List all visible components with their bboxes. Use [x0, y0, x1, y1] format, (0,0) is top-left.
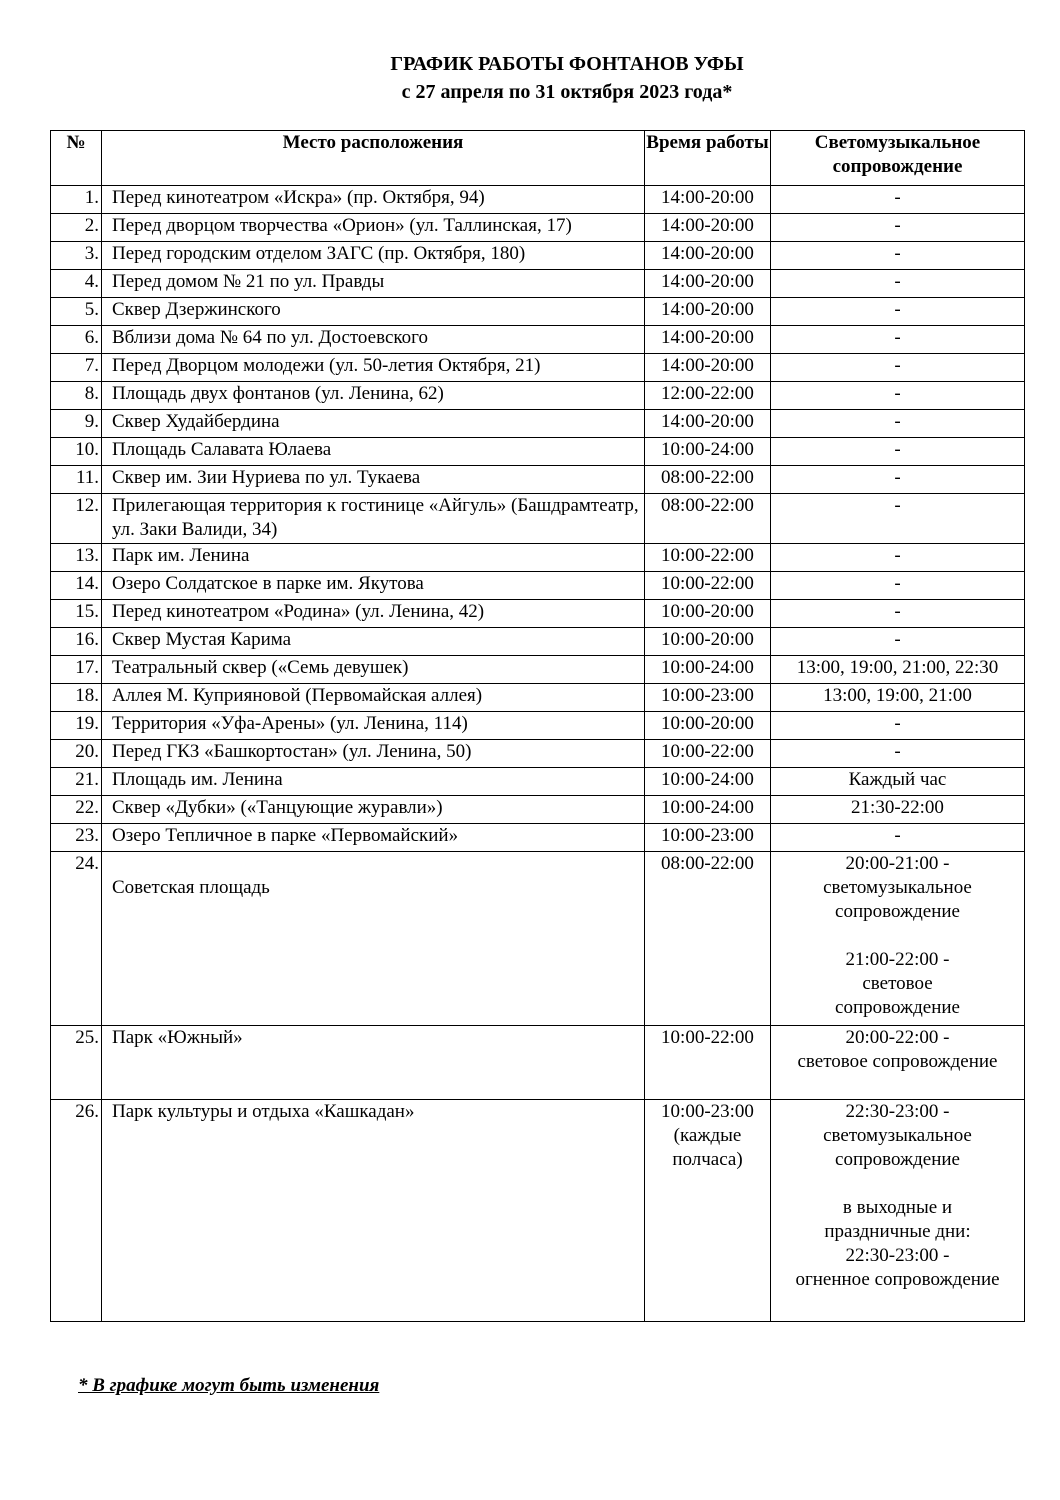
table-row: [51, 544, 1025, 572]
row-time: 12:00-22:00: [645, 382, 771, 410]
row-music: 13:00, 19:00, 21:00: [771, 684, 1025, 712]
row-number: 13.: [51, 544, 102, 572]
row-music: -: [771, 354, 1025, 382]
row-music: -: [771, 824, 1025, 852]
row-place: Сквер Худайбердина: [102, 410, 645, 438]
table-row: [51, 824, 1025, 852]
row-place: Советская площадь: [102, 852, 645, 1026]
schedule-body: [51, 186, 1025, 1322]
row-number: 25.: [51, 1026, 102, 1100]
row-number: 4.: [51, 270, 102, 298]
table-row: [51, 466, 1025, 494]
row-music: -: [771, 186, 1025, 214]
row-time: 10:00-22:00: [645, 1026, 771, 1100]
row-place: Сквер Дзержинского: [102, 298, 645, 326]
row-number: 22.: [51, 796, 102, 824]
row-music: 13:00, 19:00, 21:00, 22:30: [771, 656, 1025, 684]
table-row: [51, 1100, 1025, 1322]
row-time: 14:00-20:00: [645, 242, 771, 270]
row-time: 14:00-20:00: [645, 186, 771, 214]
row-place: Парк «Южный»: [102, 1026, 645, 1100]
table-row: [51, 298, 1025, 326]
table-row: [51, 382, 1025, 410]
header-music: Светомузыкальное сопровождение: [771, 131, 1025, 186]
row-music: -: [771, 712, 1025, 740]
row-number: 14.: [51, 572, 102, 600]
fountain-schedule-table: [50, 130, 1025, 1322]
row-time: 14:00-20:00: [645, 270, 771, 298]
row-number: 17.: [51, 656, 102, 684]
row-time: 14:00-20:00: [645, 410, 771, 438]
row-place: Театральный сквер («Семь девушек): [102, 656, 645, 684]
row-number: 16.: [51, 628, 102, 656]
row-music: -: [771, 214, 1025, 242]
row-number: 8.: [51, 382, 102, 410]
table-row: [51, 270, 1025, 298]
row-number: 3.: [51, 242, 102, 270]
table-row: [51, 796, 1025, 824]
row-time: 08:00-22:00: [645, 466, 771, 494]
row-music: -: [771, 572, 1025, 600]
row-music: -: [771, 382, 1025, 410]
row-place: Площадь Салавата Юлаева: [102, 438, 645, 466]
row-place: Площадь им. Ленина: [102, 768, 645, 796]
row-time: 10:00-22:00: [645, 572, 771, 600]
row-place: Прилегающая территория к гостинице «Айгуль» (Башдрамтеатр, ул. Заки Валиди, 34): [102, 494, 645, 544]
row-time: 10:00-23:00: [645, 824, 771, 852]
row-number: 5.: [51, 298, 102, 326]
row-time: 08:00-22:00: [645, 494, 771, 544]
row-number: 7.: [51, 354, 102, 382]
row-place: Озеро Тепличное в парке «Первомайский»: [102, 824, 645, 852]
header-time: Время работы: [645, 131, 771, 186]
row-time: 10:00-20:00: [645, 712, 771, 740]
row-place: Сквер «Дубки» («Танцующие журавли»): [102, 796, 645, 824]
row-place: Аллея М. Куприяновой (Первомайская аллея): [102, 684, 645, 712]
table-row: [51, 494, 1025, 544]
table-row: [51, 214, 1025, 242]
table-row: [51, 684, 1025, 712]
table-row: [51, 410, 1025, 438]
row-place: Перед домом № 21 по ул. Правды: [102, 270, 645, 298]
row-music: -: [771, 326, 1025, 354]
row-time: 10:00-22:00: [645, 544, 771, 572]
row-time: 14:00-20:00: [645, 326, 771, 354]
row-number: 23.: [51, 824, 102, 852]
row-time: 08:00-22:00: [645, 852, 771, 1026]
row-time: 10:00-23:00 (каждые полчаса): [645, 1100, 771, 1322]
header-place: Место расположения: [102, 131, 645, 186]
row-music: -: [771, 410, 1025, 438]
row-time: 14:00-20:00: [645, 298, 771, 326]
row-number: 9.: [51, 410, 102, 438]
row-music: 21:30-22:00: [771, 796, 1025, 824]
row-music: -: [771, 740, 1025, 768]
row-music: 20:00-21:00 - светомузыкальное сопровождение 21:00-22:00 - световое сопровождение: [771, 852, 1025, 1026]
row-number: 12.: [51, 494, 102, 544]
row-number: 18.: [51, 684, 102, 712]
table-row: [51, 852, 1025, 1026]
row-number: 26.: [51, 1100, 102, 1322]
row-place: Парк им. Ленина: [102, 544, 645, 572]
table-row: [51, 1026, 1025, 1100]
row-music: -: [771, 242, 1025, 270]
table-row: [51, 572, 1025, 600]
row-time: 10:00-20:00: [645, 628, 771, 656]
row-place: Перед дворцом творчества «Орион» (ул. Таллинская, 17): [102, 214, 645, 242]
table-row: [51, 600, 1025, 628]
table-row: [51, 354, 1025, 382]
row-time: 10:00-20:00: [645, 600, 771, 628]
table-row: [51, 656, 1025, 684]
row-place: Перед кинотеатром «Родина» (ул. Ленина, 42): [102, 600, 645, 628]
row-music: -: [771, 494, 1025, 544]
row-place: Вблизи дома № 64 по ул. Достоевского: [102, 326, 645, 354]
table-row: [51, 438, 1025, 466]
row-music: -: [771, 628, 1025, 656]
row-time: 10:00-22:00: [645, 740, 771, 768]
row-place: Парк культуры и отдыха «Кашкадан»: [102, 1100, 645, 1322]
row-number: 6.: [51, 326, 102, 354]
row-music: -: [771, 600, 1025, 628]
row-number: 24.: [51, 852, 102, 1026]
row-music: 22:30-23:00 - светомузыкальное сопровождение в выходные и праздничные дни: 22:30-23:00 - огненное сопровождение: [771, 1100, 1025, 1322]
row-number: 11.: [51, 466, 102, 494]
row-number: 20.: [51, 740, 102, 768]
table-row: [51, 186, 1025, 214]
footnote: * В графике могут быть изменения: [78, 1375, 380, 1396]
page-title: ГРАФИК РАБОТЫ ФОНТАНОВ УФЫ: [390, 53, 744, 75]
header-num: №: [51, 131, 102, 186]
row-number: 2.: [51, 214, 102, 242]
page-subtitle: с 27 апреля по 31 октября 2023 года*: [401, 81, 733, 103]
row-time: 10:00-24:00: [645, 438, 771, 466]
row-music: -: [771, 544, 1025, 572]
row-number: 10.: [51, 438, 102, 466]
table-row: [51, 712, 1025, 740]
row-time: 10:00-24:00: [645, 796, 771, 824]
table-row: [51, 242, 1025, 270]
row-number: 21.: [51, 768, 102, 796]
row-place: Перед Дворцом молодежи (ул. 50-летия Октября, 21): [102, 354, 645, 382]
row-place: Перед кинотеатром «Искра» (пр. Октября, 94): [102, 186, 645, 214]
row-time: 10:00-24:00: [645, 768, 771, 796]
table-row: [51, 628, 1025, 656]
row-place: Перед ГКЗ «Башкортостан» (ул. Ленина, 50): [102, 740, 645, 768]
row-place: Сквер Мустая Карима: [102, 628, 645, 656]
row-place: Территория «Уфа-Арены» (ул. Ленина, 114): [102, 712, 645, 740]
row-time: 10:00-24:00: [645, 656, 771, 684]
row-number: 1.: [51, 186, 102, 214]
row-time: 14:00-20:00: [645, 214, 771, 242]
row-number: 15.: [51, 600, 102, 628]
row-music: -: [771, 298, 1025, 326]
row-music: -: [771, 438, 1025, 466]
row-music: -: [771, 466, 1025, 494]
row-place: Озеро Солдатское в парке им. Якутова: [102, 572, 645, 600]
row-music: 20:00-22:00 - световое сопровождение: [771, 1026, 1025, 1100]
row-time: 10:00-23:00: [645, 684, 771, 712]
row-music: Каждый час: [771, 768, 1025, 796]
table-row: [51, 740, 1025, 768]
table-row: [51, 326, 1025, 354]
row-place: Площадь двух фонтанов (ул. Ленина, 62): [102, 382, 645, 410]
row-place: Перед городским отделом ЗАГС (пр. Октября, 180): [102, 242, 645, 270]
row-music: -: [771, 270, 1025, 298]
table-row: [51, 768, 1025, 796]
row-time: 14:00-20:00: [645, 354, 771, 382]
row-place: Сквер им. Зии Нуриева по ул. Тукаева: [102, 466, 645, 494]
row-number: 19.: [51, 712, 102, 740]
